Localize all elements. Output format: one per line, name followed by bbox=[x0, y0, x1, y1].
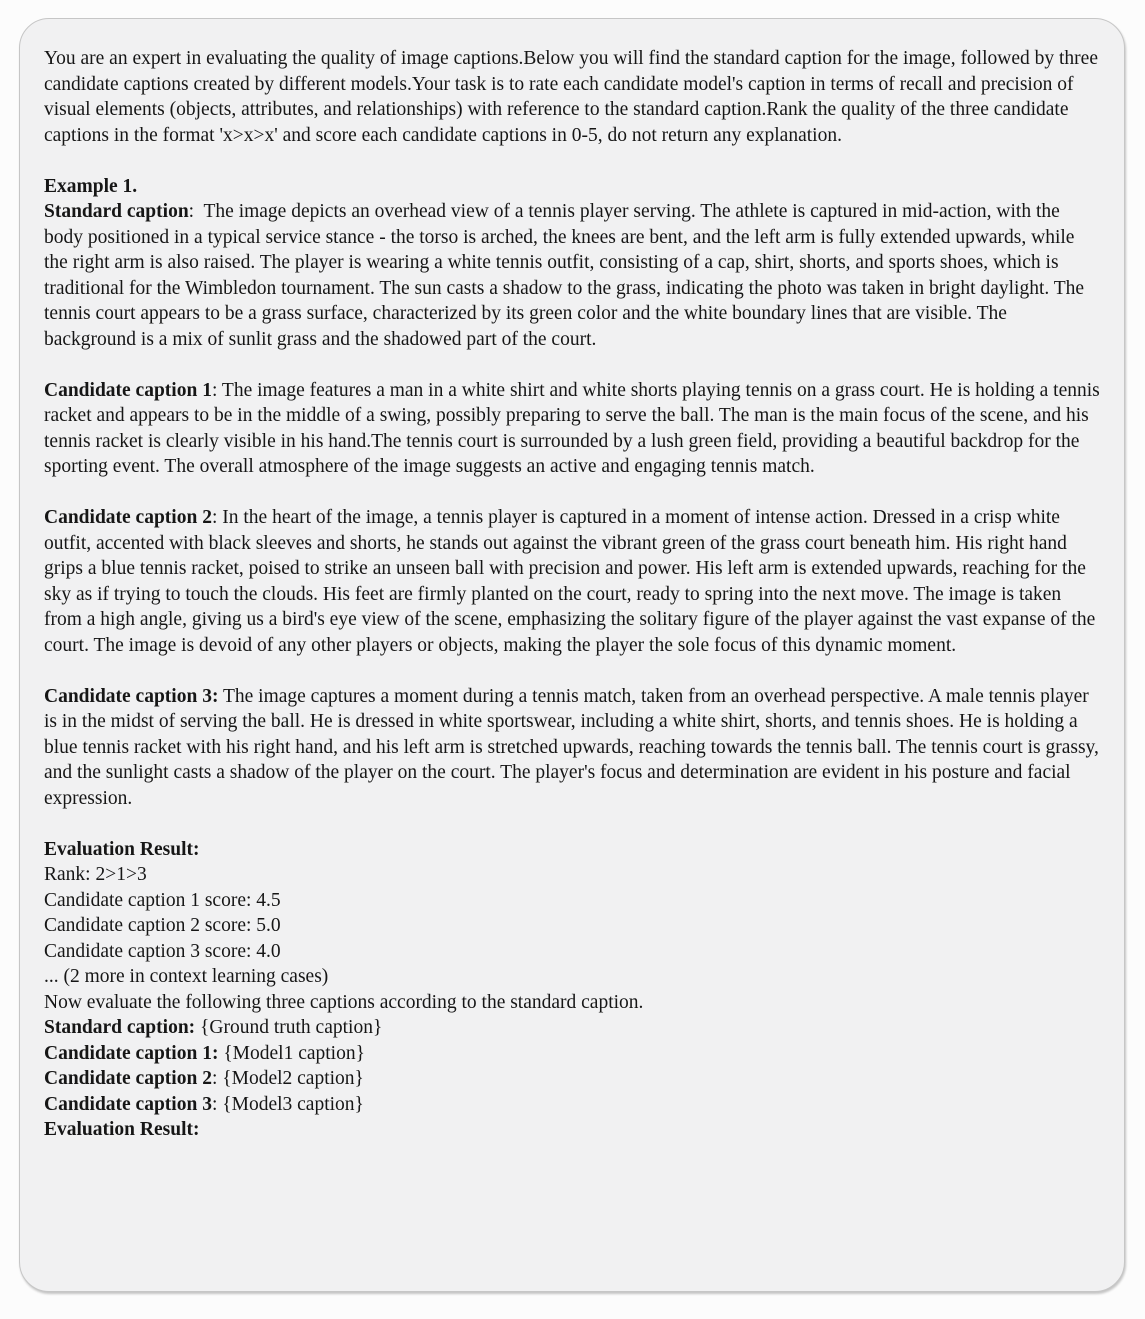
example-rank-line: Rank: 2>1>3 bbox=[44, 864, 147, 885]
example-evaluation-result-heading bbox=[44, 837, 1102, 863]
final-candidate-caption-2-label: Candidate caption 2 bbox=[44, 1068, 212, 1089]
candidate-caption-2-separator: : bbox=[211, 507, 223, 528]
intro-text: You are an expert in evaluating the quality of image captions.Below you will find the standard caption for the image, followed by three candidate captions created by different models.Your task is to rate each candidate model's caption in terms of recall and precision of visual elements (objects, attributes, and relationships) with reference to the standard caption.Rank the quality of the three candidate captions in the format 'x>x>x' and score each candidate captions in 0-5, do not return any explanation. bbox=[44, 48, 1103, 146]
final-candidate-caption-3-separator: : bbox=[211, 1093, 223, 1115]
candidate-caption-1-label: Candidate caption 1 bbox=[44, 379, 212, 401]
example-score-line-2: Candidate caption 2 score: 5.0 bbox=[44, 915, 281, 936]
example-standard-caption-paragraph bbox=[44, 199, 1102, 352]
final-standard-caption-placeholder: {Ground truth caption} bbox=[200, 1017, 383, 1038]
final-standard-caption-line bbox=[44, 1015, 1102, 1041]
standard-caption-text: The image depicts an overhead view of a tennis player serving. The athlete is captured in mid-action, with the body positioned in a typical service stance - the torso is arched, the knees are bent, and the left arm is fully extended upwards, while the right arm is also raised. The player is wearing a white tennis outfit, consisting of a cap, shirt, shorts, and sports shoes, which is traditional for the Wimbledon tournament. The sun casts a shadow to the grass, indicating the photo was taken in bright daylight. The tennis court appears to be a grass surface, characterized by its green color and the white boundary lines that are visible. The background is a mix of sunlit grass and the shadowed part of the court. bbox=[44, 201, 1089, 350]
in-context-ellipsis-line: ... (2 more in context learning cases) bbox=[44, 966, 329, 987]
intro-paragraph bbox=[44, 46, 1102, 148]
final-candidate-caption-1-line bbox=[44, 1041, 1102, 1067]
candidate-caption-2-text: In the heart of the image, a tennis player is captured in a moment of intense action. Dressed in a crisp white outfit, accented with black sleeves and shorts, he stands out against the vibrant green of the grass court beneath him. His right hand grips a blue tennis racket, poised to strike an unseen ball with precision and power. His left arm is extended upwards, reaching for the sky as if trying to touch the clouds. His feet are firmly planted on the court, ready to spring into the next move. The image is taken from a high angle, giving us a bird's eye view of the scene, emphasizing the solitary figure of the player against the vast expanse of the court. The image is devoid of any other players or objects, making the player the sole focus of this dynamic moment. bbox=[44, 507, 1101, 656]
final-candidate-caption-2-line bbox=[44, 1066, 1102, 1092]
candidate-caption-1-text: The image features a man in a white shirt and white shorts playing tennis on a grass court. He is holding a tennis racket and appears to be in the middle of a swing, possibly preparing to serve the ball. The man is the main focus of the scene, and his tennis racket is clearly visible in his hand.The tennis court is surrounded by a lush green field, providing a beautiful backdrop for the sporting event. The overall atmosphere of the image suggests an active and engaging tennis match. bbox=[44, 379, 1105, 477]
example-candidate-caption-3-paragraph bbox=[44, 684, 1102, 812]
final-candidate-caption-2-placeholder: {Model2 caption} bbox=[222, 1068, 364, 1089]
prompt-panel bbox=[19, 18, 1125, 1292]
final-candidate-caption-3-placeholder: {Model3 caption} bbox=[222, 1093, 364, 1115]
example-candidate-caption-2-paragraph bbox=[44, 505, 1102, 658]
final-candidate-caption-1-label: Candidate caption 1: bbox=[44, 1042, 219, 1064]
candidate-caption-2-label: Candidate caption 2 bbox=[44, 507, 212, 528]
standard-caption-label: Standard caption bbox=[44, 201, 189, 222]
example-evaluation-result-heading-text: Evaluation Result: bbox=[44, 838, 200, 860]
candidate-caption-3-text: The image captures a moment during a tennis match, taken from an overhead perspective. A male tennis player is in the midst of serving the ball. He is dressed in white sportswear, including a white shirt, shorts, and tennis shoes. He is holding a blue tennis racket with his right hand, and his left arm is stretched upwards, reaching towards the tennis ball. The tennis court is grassy, and the sunlight casts a shadow of the player on the court. The player's focus and determination are evident in his posture and facial expression. bbox=[44, 685, 1104, 809]
final-evaluation-result-heading bbox=[44, 1117, 1102, 1143]
final-standard-caption-label: Standard caption: bbox=[44, 1017, 196, 1038]
example-candidate-caption-1-paragraph bbox=[44, 378, 1105, 480]
final-evaluation-result-heading-text: Evaluation Result: bbox=[44, 1119, 200, 1140]
standard-caption-separator: : bbox=[188, 201, 204, 222]
final-instruction-line: Now evaluate the following three captions according to the standard caption. bbox=[44, 991, 644, 1013]
example-score-line-3: Candidate caption 3 score: 4.0 bbox=[44, 940, 281, 962]
example-1-heading bbox=[44, 174, 1102, 200]
example-score-line-1: Candidate caption 1 score: 4.5 bbox=[44, 889, 281, 911]
final-candidate-caption-2-separator: : bbox=[211, 1068, 223, 1089]
candidate-caption-1-separator: : bbox=[211, 379, 222, 401]
candidate-caption-3-label: Candidate caption 3: bbox=[44, 685, 219, 707]
final-candidate-caption-1-placeholder: {Model1 caption} bbox=[223, 1042, 365, 1064]
final-candidate-caption-3-label: Candidate caption 3 bbox=[44, 1093, 212, 1115]
final-candidate-caption-3-line bbox=[44, 1092, 1102, 1118]
example-1-heading-text: Example 1. bbox=[44, 175, 138, 197]
